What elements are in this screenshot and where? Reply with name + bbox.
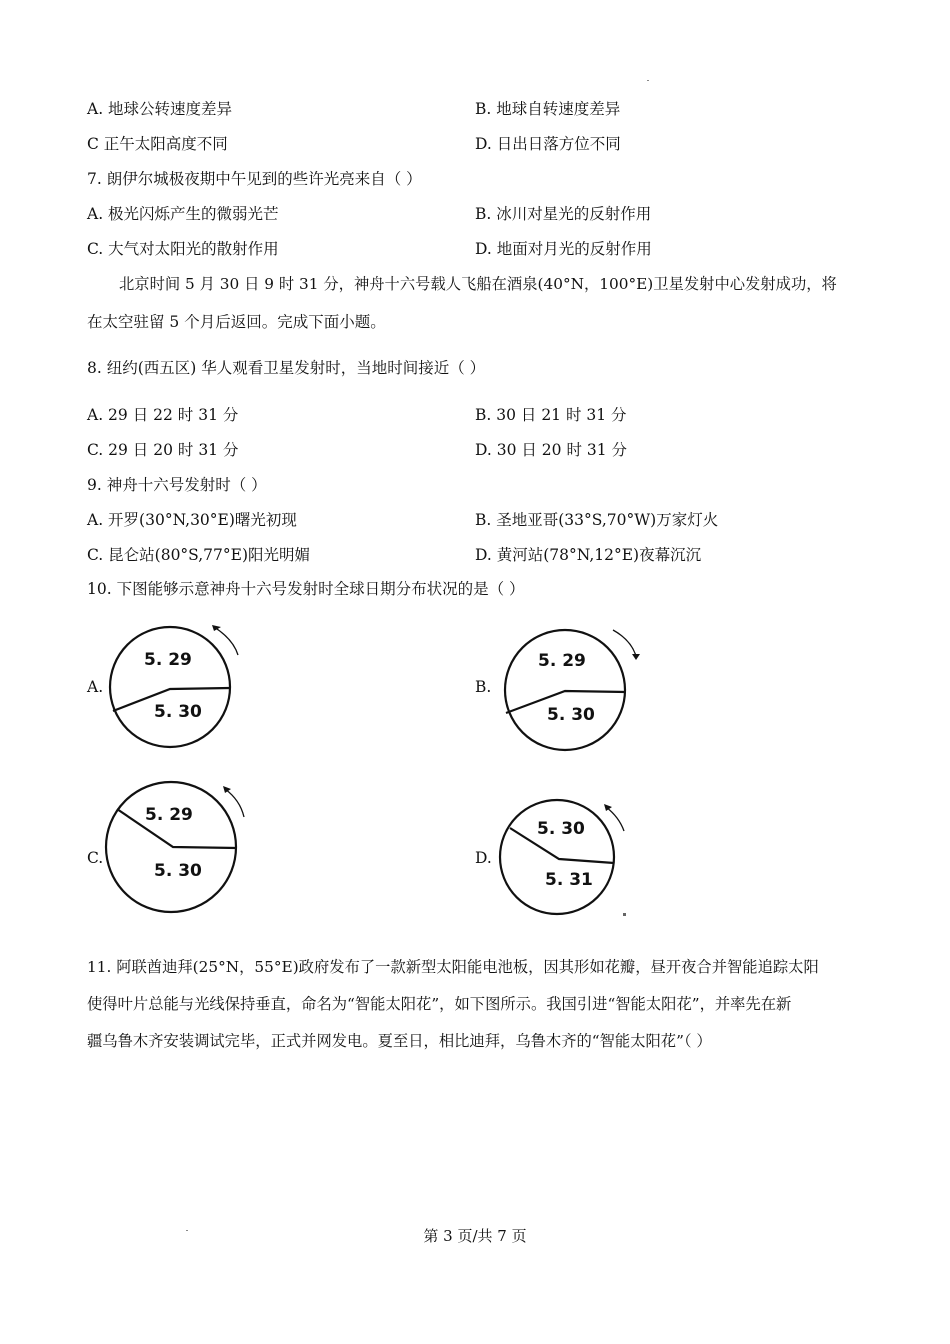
upper-date-label: 5. 30 [537,819,585,839]
q10-option-b-label: B. [475,678,492,696]
date-circle [110,627,230,747]
q8-option-a: A. 29 日 22 时 31 分 [87,406,239,424]
arrow-head [223,786,231,793]
q11-line-1: 11. 阿联酋迪拜(25°N，55°E)政府发布了一款新型太阳能电池板，因其形如花瓣，昼开夜合并智能追踪太阳 [87,958,819,976]
q10-diagram-a [100,615,260,755]
q9-option-c: C. 昆仑站(80°S,77°E)阳光明媚 [87,546,311,564]
scan-speck [647,80,649,81]
page-footer: 第 3 页/共 7 页 [423,1227,527,1245]
lower-date-label: 5. 30 [547,705,595,725]
q7-option-a: A. 极光闪烁产生的微弱光芒 [87,205,279,223]
upper-date-label: 5. 29 [144,650,192,670]
q11-line-3: 疆乌鲁木齐安装调试完毕，正式并网发电。夏至日，相比迪拜，乌鲁木齐的“智能太阳花”（ ） [87,1032,712,1050]
upper-date-label: 5. 29 [145,805,193,825]
q6-option-b: B. 地球自转速度差异 [475,100,621,118]
rotation-arrow [606,807,624,831]
q10-stem: 10. 下图能够示意神舟十六号发射时全球日期分布状况的是（ ） [87,580,525,598]
q11-line-2: 使得叶片总能与光线保持垂直，命名为“智能太阳花”，如下图所示。我国引进“智能太阳花”，并率先在新 [87,995,792,1013]
q9-stem: 9. 神舟十六号发射时（ ） [87,476,267,494]
q10-diagram-b [495,618,655,758]
q7-option-c: C. 大气对太阳光的散射作用 [87,240,279,258]
q8-option-d: D. 30 日 20 时 31 分 [475,441,628,459]
q9-option-b: B. 圣地亚哥(33°S,70°W)万家灯火 [475,511,719,529]
arrow-head [604,804,612,811]
q6-option-d: D. 日出日落方位不同 [475,135,621,153]
lower-date-label: 5. 30 [154,702,202,722]
q9-option-a: A. 开罗(30°N,30°E)曙光初现 [87,511,297,529]
q6-option-a: A. 地球公转速度差异 [87,100,233,118]
q7-option-d: D. 地面对月光的反射作用 [475,240,652,258]
arrow-head [632,654,640,660]
q10-option-a-label: A. [87,678,104,696]
lower-date-label: 5. 30 [154,861,202,881]
corner-mark [623,913,626,916]
q8-option-b: B. 30 日 21 时 31 分 [475,406,627,424]
q8-option-c: C. 29 日 20 时 31 分 [87,441,239,459]
q10-diagram-d [495,795,645,925]
passage-line-1: 北京时间 5 月 30 日 9 时 31 分，神舟十六号载人飞船在酒泉(40°N，100°E)卫星发射中心发射成功，将 [119,275,837,293]
q8-stem: 8. 纽约(西五区) 华人观看卫星发射时，当地时间接近（ ） [87,359,486,377]
rotation-arrow [613,630,636,656]
lower-date-label: 5. 31 [545,870,593,890]
q10-option-c-label: C. [87,849,104,867]
q9-option-d: D. 黄河站(78°N,12°E)夜幕沉沉 [475,546,702,564]
q7-stem: 7. 朗伊尔城极夜期中午见到的些许光亮来自（ ） [87,170,422,188]
q7-option-b: B. 冰川对星光的反射作用 [475,205,652,223]
q10-diagram-c [100,775,260,925]
rotation-arrow [225,789,244,817]
q10-option-d-label: D. [475,849,492,867]
upper-date-label: 5. 29 [538,651,586,671]
q6-option-c: C 正午太阳高度不同 [87,135,228,153]
passage-line-2: 在太空驻留 5 个月后返回。完成下面小题。 [87,313,386,331]
